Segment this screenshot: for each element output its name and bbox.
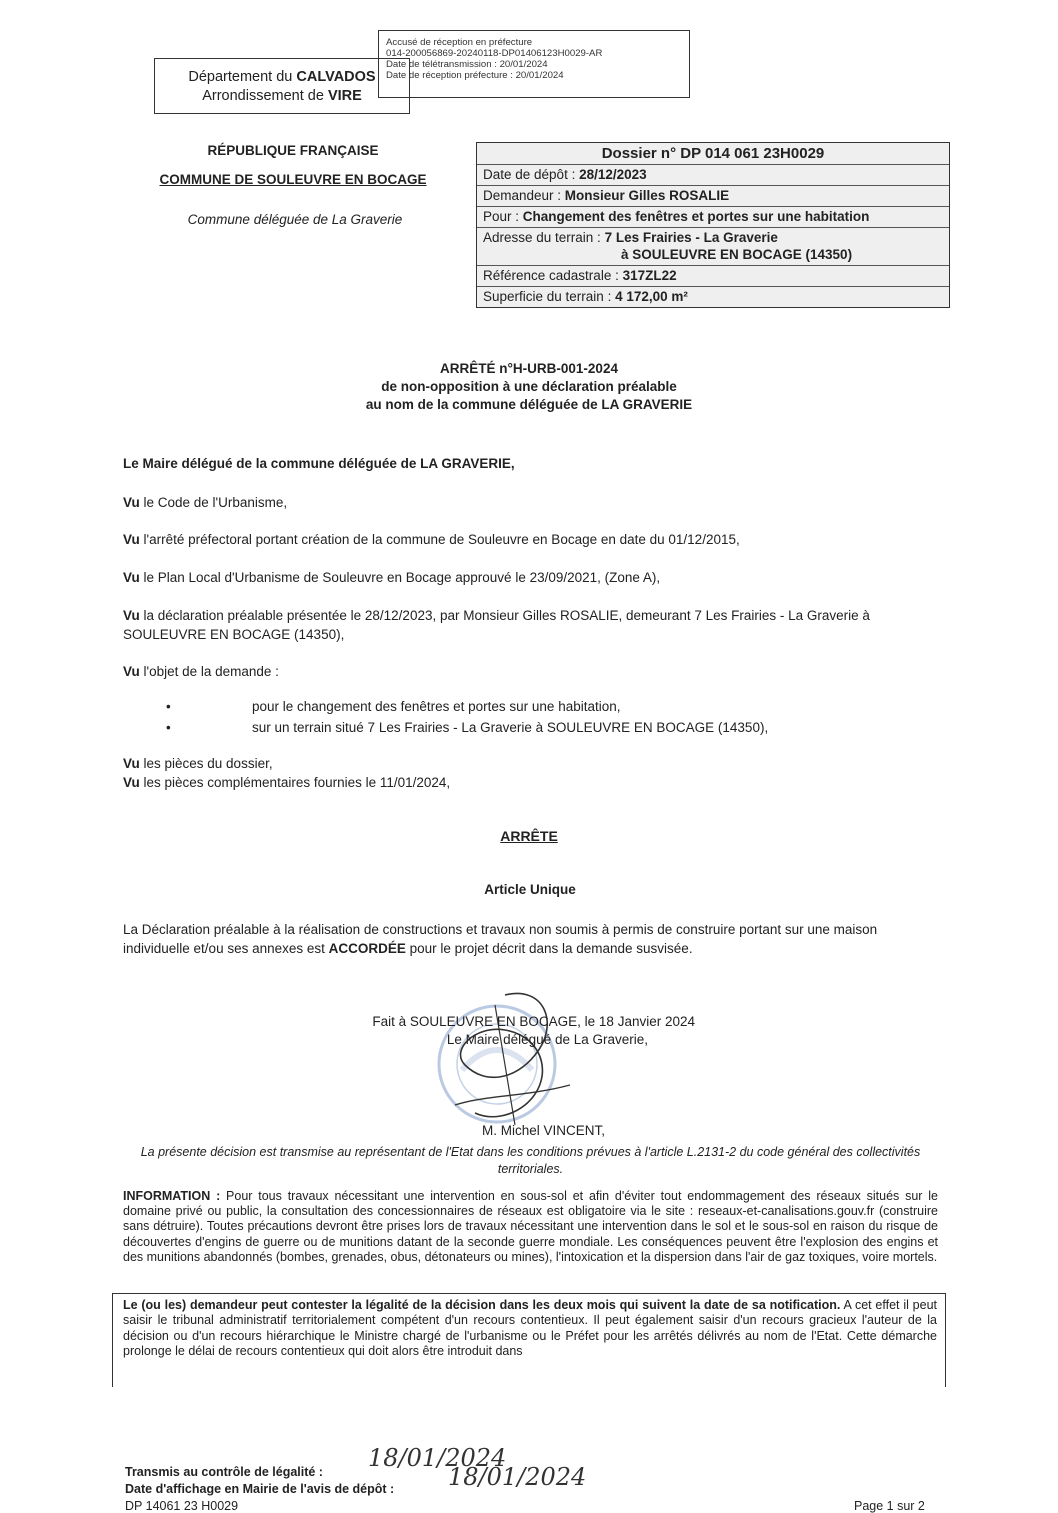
republique-heading: RÉPUBLIQUE FRANÇAISE xyxy=(207,143,379,158)
accuse-line: 014-200056869-20240118-DP01406123H0029-AR xyxy=(386,48,603,59)
vu-pieces: Vu les pièces du dossier, xyxy=(123,756,273,771)
vu-pieces-complementaires: Vu les pièces complémentaires fournies le 11/01/2024, xyxy=(123,775,451,790)
accuse-line: Accusé de réception en préfecture xyxy=(386,37,533,48)
dossier-reference-row: Référence cadastrale : 317ZL22 xyxy=(477,265,949,286)
dossier-pour-row: Pour : Changement des fenêtres et portes sur une habitation xyxy=(477,206,949,227)
commune-heading: COMMUNE DE SOULEUVRE EN BOCAGE xyxy=(159,172,427,187)
recours-box: Le (ou les) demandeur peut contester la légalité de la décision dans les deux mois qui suivent la date de sa notification. A cet effet il peut saisir le tribunal administratif territorialement compétent d'un recours contentieux. Il peut également saisir d'un recours gracieux l'auteur de la décision ou d'un recours hiérarchique le Ministre chargé de l'urbanisme ou le Préfet pour les arrêtés délivrés au nom de l'Etat. Cette démarche prolonge le délai de recours contentieux qui doit alors être introduit dans xyxy=(112,1293,946,1387)
objet-bullet-item: • sur un terrain situé 7 Les Frairies - La Graverie à SOULEUVRE EN BOCAGE (14350), xyxy=(166,720,769,735)
vu-objet: Vu l'objet de la demande : xyxy=(123,664,279,679)
arrondissement-line: Arrondissement de VIRE xyxy=(202,88,362,104)
vu-arrete-prefectoral: Vu l'arrêté préfectoral portant création de la commune de Souleuvre en Bocage en date du 01/12/2015, xyxy=(123,532,740,547)
dossier-demandeur-row: Demandeur : Monsieur Gilles ROSALIE xyxy=(477,185,949,206)
arrete-title: ARRÊTÉ n°H-URB-001-2024 de non-opposition à une déclaration préalable au nom de la commune déléguée de LA GRAVERIE xyxy=(365,361,693,412)
dossier-reference-footer: DP 14061 23 H0029 xyxy=(125,1499,239,1513)
department-line: Département du CALVADOS xyxy=(188,69,376,85)
maire-delegue-line: Le Maire délégué de La Graverie, xyxy=(446,1032,648,1047)
transmission-notice: La présente décision est transmise au représentant de l'Etat dans les conditions prévues à l'article L.2131-2 du code général des collectivités territoriales. xyxy=(140,1145,921,1176)
vu-code: Vu le Code de l'Urbanisme, xyxy=(123,495,288,510)
handwritten-signature-icon xyxy=(395,985,615,1135)
article-heading: Article Unique xyxy=(484,882,576,897)
department-box xyxy=(154,58,410,114)
maire-line: Le Maire délégué de la commune déléguée de LA GRAVERIE, xyxy=(123,456,515,471)
arrete-heading: ARRÊTE xyxy=(500,828,558,844)
accuse-line: Date de télétransmission : 20/01/2024 xyxy=(386,59,548,70)
decision-text: La Déclaration préalable à la réalisation de constructions et travaux non soumis à permis de construire portant sur une maison individuelle et/ou ses annexes est ACCORDÉE pour le projet décrit dans la demande susvisée. xyxy=(123,922,878,956)
accuse-reception-box xyxy=(378,30,690,98)
dossier-title: Dossier n° DP 014 061 23H0029 xyxy=(601,145,825,162)
fait-a-line: Fait à SOULEUVRE EN BOCAGE, le 18 Janvier 2024 xyxy=(372,1014,695,1029)
bullet-dot-icon: • xyxy=(166,720,171,735)
signataire-name: M. Michel VINCENT, xyxy=(481,1123,605,1138)
affichage-date-handwritten: 18/01/2024 xyxy=(448,1463,587,1491)
accuse-line: Date de réception préfecture : 20/01/2024 xyxy=(386,70,564,81)
affichage-label: Date d'affichage en Mairie de l'avis de dépôt : xyxy=(125,1482,395,1496)
vu-plu: Vu le Plan Local d'Urbanisme de Souleuvre en Bocage approuvé le 23/09/2021, (Zone A), xyxy=(123,570,661,585)
page-number: Page 1 sur 2 xyxy=(854,1499,925,1513)
transmis-date-handwritten: 18/01/2024 xyxy=(368,1444,507,1472)
bullet-dot-icon: • xyxy=(166,699,171,714)
dossier-date-row: Date de dépôt : 28/12/2023 xyxy=(477,164,949,185)
dossier-superficie-row: Superficie du terrain : 4 172,00 m² xyxy=(477,286,949,307)
vu-declaration: Vu la déclaration préalable présentée le 28/12/2023, par Monsieur Gilles ROSALIE, demeurant 7 Les Frairies - La Graverie à SOULEUVRE EN BOCAGE (14350), xyxy=(123,608,870,642)
objet-bullet-item: • pour le changement des fenêtres et portes sur une habitation, xyxy=(166,699,621,714)
commune-deleguee: Commune déléguée de La Graverie xyxy=(187,212,403,227)
information-paragraph: INFORMATION : Pour tous travaux nécessitant une intervention en sous-sol et afin d'éviter tout endommagement des réseaux situés sur le domaine privé ou public, la consultation des concessionnaires de réseaux est obligatoire via le site : reseaux-et-canalisations.gouv.fr (construire sans détruire). Toutes précautions devront être prises lors de travaux nécessitant une intervention dans le sol et le sous-sol en raison du risque de découvertes d'engins de guerre ou de munitions datant de la seconde guerre mondiale. Les conséquences peuvent être l'explosion des engins et des munitions abandonnés (bombes, grenades, obus, détonateurs ou mines), l'intoxication et la dispersion dans l'air de gaz toxiques, voire mortels. xyxy=(123,1189,938,1264)
dossier-table xyxy=(476,142,950,308)
dossier-adresse-row: Adresse du terrain : 7 Les Frairies - La Graverie à SOULEUVRE EN BOCAGE (14350) xyxy=(477,227,949,265)
transmis-controle-label: Transmis au contrôle de légalité : xyxy=(125,1465,323,1479)
